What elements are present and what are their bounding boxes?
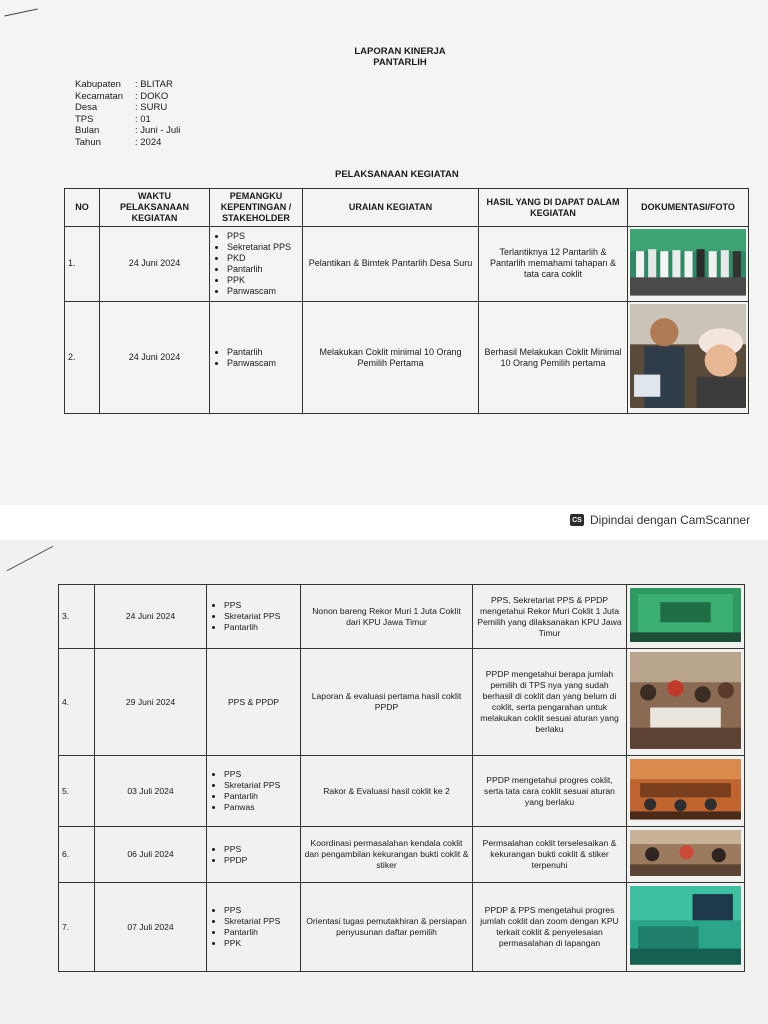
meta-row-tahun: Tahun : 2024: [75, 136, 162, 148]
row-result: Berhasil Melakukan Coklit Minimal 10 Orang Pemilih pertama: [479, 301, 628, 414]
stakeholder-item: • PKD: [227, 253, 299, 264]
meta-row-kecamatan: Kecamatan : DOKO: [75, 90, 169, 102]
meta-row-kabupaten: Kabupaten : BLITAR: [75, 79, 173, 90]
stakeholder-item: • PPS: [224, 600, 297, 611]
stakeholder-item: • Pantarlih: [224, 622, 297, 633]
header-documentation: DOKUMENTASI/FOTO: [628, 189, 749, 227]
row-activity: Rakor & Evaluasi hasil coklit ke 2: [301, 756, 473, 827]
row-photo: [628, 301, 749, 414]
row-photo: [628, 227, 749, 302]
report-subtitle: PANTARLIH: [373, 57, 427, 68]
stakeholder-item: • PPS: [224, 769, 297, 780]
stakeholder-item: • PPDP: [224, 855, 297, 866]
stakeholder-item: • Skretariat PPS: [224, 916, 297, 927]
photo-meeting-evaluation: [630, 652, 741, 749]
row-date: 24 Juni 2024: [100, 227, 210, 302]
row-result: Permsalahan coklit terselesaikan & kekurangan bukti coklit & stiker terpenuhi: [473, 826, 627, 882]
camscanner-watermark: [570, 513, 750, 527]
table-row: [65, 227, 749, 302]
report-meta: [75, 79, 180, 149]
row-stakeholders: [210, 301, 303, 414]
row-number: 3.: [59, 585, 95, 649]
row-stakeholders: [210, 227, 303, 302]
row-result: PPDP & PPS mengetahui progres jumlah coklit dan zoom dengan KPU terkait coklit & penyelesaian permasalahan di lapangan: [473, 883, 627, 972]
header-stakeholder: PEMANGKU KEPENTINGAN / STAKEHOLDER: [210, 189, 303, 227]
row-photo: [627, 883, 745, 972]
row-stakeholders: [207, 883, 301, 972]
row-photo: [627, 649, 745, 756]
row-result: PPDP mengetahui berapa jumlah pemilih di TPS nya yang sudah berhasil di coklit dan yang belum di coklit, serta pengarahan untuk melakukan coklit sesuai aturan yang berlaku: [473, 649, 627, 756]
section-title: PELAKSANAAN KEGIATAN: [335, 169, 459, 180]
stakeholder-item: • Skretariat PPS: [224, 780, 297, 791]
table-row: [59, 756, 745, 827]
row-activity: Koordinasi permasalahan kendala coklit dan pengambilan kekurangan bukti coklit & stiker: [301, 826, 473, 882]
stakeholder-item: • PPK: [224, 938, 297, 949]
table-header-row: [65, 189, 749, 227]
row-number: 5.: [59, 756, 95, 827]
table-row: [59, 649, 745, 756]
stakeholder-item: • PPS: [227, 231, 299, 242]
stakeholder-item: • PPS: [224, 844, 297, 855]
row-date: 07 Juli 2024: [95, 883, 207, 972]
scan-artifact-line: [7, 546, 53, 571]
row-photo: [627, 585, 745, 649]
photo-group-ceremony: [630, 229, 746, 296]
row-date: 29 Juni 2024: [95, 649, 207, 756]
row-result: PPS, Sekretariat PPS & PPDP mengetahui Rekor Muri Coklit 1 Juta Pemilih yang dilaksanakan KPU Jawa Timur: [473, 585, 627, 649]
photo-rakor-meeting: [630, 759, 741, 820]
row-photo: [627, 826, 745, 882]
page-gap: [0, 505, 768, 540]
row-date: 24 Juni 2024: [95, 585, 207, 649]
row-date: 24 Juni 2024: [100, 301, 210, 414]
header-activity: URAIAN KEGIATAN: [303, 189, 479, 227]
row-stakeholders: [207, 826, 301, 882]
stakeholder-item: • Skretariat PPS: [224, 611, 297, 622]
scan-page-2: [0, 540, 768, 1024]
row-date: 06 Juli 2024: [95, 826, 207, 882]
row-activity: Pelantikan & Bimtek Pantarlih Desa Suru: [303, 227, 479, 302]
stakeholder-item: • PPK: [227, 275, 299, 286]
photo-screen-viewing: [630, 588, 741, 642]
row-result: Terlantiknya 12 Pantarlih & Pantarlih memahami tahapan & tata cara coklit: [479, 227, 628, 302]
row-number: 6.: [59, 826, 95, 882]
photo-selfie: [630, 304, 746, 409]
row-result: PPDP mengetahui progres coklit, serta tata cara coklit sesuai aturan yang berlaku: [473, 756, 627, 827]
row-stakeholders: PPS & PPDP: [207, 649, 301, 756]
row-activity: Orientasi tugas pemutakhiran & persiapan penyusunan daftar pemilih: [301, 883, 473, 972]
row-number: 1.: [65, 227, 100, 302]
activity-table-part-1: [64, 188, 749, 414]
stakeholder-item: • Pantarlih: [224, 791, 297, 802]
stakeholder-item: • PPS: [224, 905, 297, 916]
photo-orientation-zoom: [630, 886, 741, 965]
table-row: [59, 585, 745, 649]
row-number: 2.: [65, 301, 100, 414]
row-activity: Melakukan Coklit minimal 10 Orang Pemilih Pertama: [303, 301, 479, 414]
meta-row-tps: TPS : 01: [75, 113, 151, 125]
camscanner-logo-icon: CS: [570, 514, 584, 526]
meta-row-desa: Desa : SURU: [75, 102, 168, 114]
activity-table-part-2: [58, 584, 745, 972]
row-activity: Laporan & evaluasi pertama hasil coklit PPDP: [301, 649, 473, 756]
stakeholder-item: • Panwascam: [227, 286, 299, 297]
scan-page-1: [0, 0, 768, 505]
stakeholder-item: • Sekretariat PPS: [227, 242, 299, 253]
report-title: LAPORAN KINERJA: [354, 46, 446, 57]
row-stakeholders: [207, 756, 301, 827]
camscanner-text: Dipindai dengan CamScanner: [590, 513, 751, 527]
row-stakeholders: [207, 585, 301, 649]
table-row: [65, 301, 749, 414]
row-activity: Nonon bareng Rekor Muri 1 Juta Coklit dari KPU Jawa Timur: [301, 585, 473, 649]
stakeholder-item: • Pantarlih: [227, 347, 299, 358]
stakeholder-item: • Panwascam: [227, 358, 299, 369]
row-date: 03 Juli 2024: [95, 756, 207, 827]
scan-artifact-line: [4, 8, 37, 16]
row-photo: [627, 756, 745, 827]
row-number: 7.: [59, 883, 95, 972]
meta-row-bulan: Bulan : Juni - Juli: [75, 125, 181, 137]
row-number: 4.: [59, 649, 95, 756]
photo-coordination: [630, 830, 741, 876]
header-result: HASIL YANG DI DAPAT DALAM KEGIATAN: [479, 189, 628, 227]
stakeholder-item: • Pantarlih: [227, 264, 299, 275]
stakeholder-item: • Panwas: [224, 802, 297, 813]
header-no: NO: [65, 189, 100, 227]
table-row: [59, 826, 745, 882]
header-date: WAKTU PELAKSANAAN KEGIATAN: [100, 189, 210, 227]
stakeholder-item: • Pantarlih: [224, 927, 297, 938]
table-row: [59, 883, 745, 972]
